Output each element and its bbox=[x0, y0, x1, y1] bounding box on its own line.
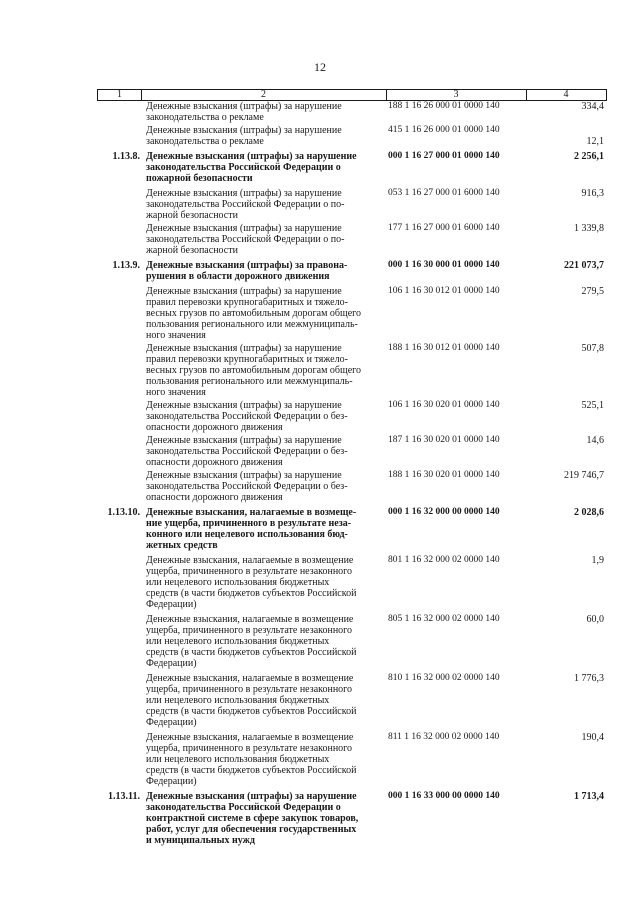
row-amount: 1 713,4 bbox=[574, 791, 604, 802]
row-name: Денежные взыскания (штрафы) за нарушение правил перевозки крупногабаритных и тяжело- весных грузов по автомобильным дорогам общего пользования регионального или межмуниципаль- ного значения bbox=[146, 286, 362, 341]
row-amount: 1,9 bbox=[591, 555, 604, 566]
row-code: 801 1 16 32 000 02 0000 140 bbox=[388, 555, 500, 565]
row-code: 415 1 16 26 000 01 0000 140 bbox=[388, 125, 500, 135]
row-name: Денежные взыскания (штрафы) за правона- рушения в области дорожного движения bbox=[146, 260, 348, 282]
table-row bbox=[0, 151, 640, 184]
row-amount: 916,3 bbox=[581, 188, 604, 199]
row-amount: 190,4 bbox=[581, 732, 604, 743]
row-code: 000 1 16 33 000 00 0000 140 bbox=[388, 791, 500, 801]
row-code: 188 1 16 30 012 01 0000 140 bbox=[388, 343, 500, 353]
row-name: Денежные взыскания (штрафы) за нарушение законодательства о рекламе bbox=[146, 125, 342, 147]
budget-table-body bbox=[0, 101, 640, 846]
row-number: 1.13.11. bbox=[108, 791, 140, 802]
row-code: 188 1 16 26 000 01 0000 140 bbox=[388, 101, 500, 111]
row-code: 000 1 16 32 000 00 0000 140 bbox=[388, 507, 500, 517]
row-name: Денежные взыскания (штрафы) за нарушение законодательства о рекламе bbox=[146, 101, 342, 123]
table-row bbox=[0, 260, 640, 282]
row-amount: 334,4 bbox=[581, 101, 604, 112]
table-row bbox=[0, 101, 640, 123]
row-code: 053 1 16 27 000 01 6000 140 bbox=[388, 188, 500, 198]
table-row bbox=[0, 614, 640, 669]
row-amount: 279,5 bbox=[581, 286, 604, 297]
table-row bbox=[0, 470, 640, 503]
row-name: Денежные взыскания (штрафы) за нарушение законодательства Российской Федерации о без- опасности дорожного движения bbox=[146, 470, 348, 503]
row-name: Денежные взыскания (штрафы) за нарушение законодательства Российской Федерации о по- жарной безопасности bbox=[146, 223, 345, 256]
row-amount: 14,6 bbox=[586, 435, 604, 446]
row-name: Денежные взыскания (штрафы) за нарушение законодательства Российской Федерации о по- жарной безопасности bbox=[146, 188, 345, 221]
table-row bbox=[0, 286, 640, 341]
table-row bbox=[0, 223, 640, 256]
header-col-1: 1 bbox=[117, 89, 122, 100]
table-header bbox=[97, 89, 607, 101]
row-name: Денежные взыскания, налагаемые в возмещение ущерба, причиненного в результате незаконного или нецелевого использования бюджетных средств (в части бюджетов субъектов Российской Федерации) bbox=[146, 732, 357, 787]
table-row bbox=[0, 555, 640, 610]
table-row bbox=[0, 732, 640, 787]
row-name: Денежные взыскания (штрафы) за нарушение законодательства Российской Федерации о без- опасности дорожного движения bbox=[146, 400, 348, 433]
row-name: Денежные взыскания, налагаемые в возмещение ущерба, причиненного в результате незаконного или нецелевого использования бюджетных средств (в части бюджетов субъектов Российской Федерации) bbox=[146, 614, 357, 669]
row-amount: 1 339,8 bbox=[574, 223, 604, 234]
table-row bbox=[0, 400, 640, 433]
row-amount: 2 256,1 bbox=[574, 151, 604, 162]
row-code: 188 1 16 30 020 01 0000 140 bbox=[388, 470, 500, 480]
row-amount: 525,1 bbox=[581, 400, 604, 411]
row-code: 187 1 16 30 020 01 0000 140 bbox=[388, 435, 500, 445]
row-number: 1.13.8. bbox=[112, 151, 140, 162]
header-col-4: 4 bbox=[563, 89, 569, 100]
table-row bbox=[0, 507, 640, 551]
row-name: Денежные взыскания (штрафы) за нарушение правил перевозки крупногабаритных и тяжело- весных грузов по автомобильным дорогам общего пользования регионального или межмунципаль- ного значения bbox=[146, 343, 362, 398]
row-code: 811 1 16 32 000 02 0000 140 bbox=[388, 732, 500, 742]
header-col-2: 2 bbox=[261, 89, 266, 100]
row-name: Денежные взыскания (штрафы) за нарушение законодательства Российской Федерации о без- опасности дорожного движения bbox=[146, 435, 348, 468]
row-number: 1.13.9. bbox=[112, 260, 140, 271]
row-code: 805 1 16 32 000 02 0000 140 bbox=[388, 614, 500, 624]
row-amount: 507,8 bbox=[581, 343, 604, 354]
table-row bbox=[0, 125, 640, 147]
row-amount: 12,1 bbox=[586, 136, 604, 147]
table-row bbox=[0, 343, 640, 398]
row-name: Денежные взыскания (штрафы) за нарушение законодательства Российской Федерации о пожарной безопасности bbox=[146, 151, 357, 184]
row-code: 000 1 16 27 000 01 0000 140 bbox=[388, 151, 500, 161]
row-amount: 60,0 bbox=[586, 614, 604, 625]
row-amount: 2 028,6 bbox=[574, 507, 604, 518]
row-name: Денежные взыскания, налагаемые в возмещение ущерба, причиненного в результате незаконного или нецелевого использования бюджетных средств (в части бюджетов субъектов Российской Федерации) bbox=[146, 555, 357, 610]
row-code: 106 1 16 30 020 01 0000 140 bbox=[388, 400, 500, 410]
table-row bbox=[0, 188, 640, 221]
row-amount: 221 073,7 bbox=[564, 260, 604, 271]
row-name: Денежные взыскания (штрафы) за нарушение законодательства Российской Федерации о контрактной системе в сфере закупок товаров, работ, услуг для обеспечения государственных и муниципальных нужд bbox=[146, 791, 359, 846]
table-row bbox=[0, 673, 640, 728]
table-row bbox=[0, 791, 640, 846]
row-code: 000 1 16 30 000 01 0000 140 bbox=[388, 260, 500, 270]
row-name: Денежные взыскания, налагаемые в возмеще- ние ущерба, причиненного в результате неза- конного или нецелевого использования бюд- жетных средств bbox=[146, 507, 357, 551]
row-number: 1.13.10. bbox=[107, 507, 140, 518]
row-code: 810 1 16 32 000 02 0000 140 bbox=[388, 673, 500, 683]
table-row bbox=[0, 435, 640, 468]
page-number: 12 bbox=[314, 60, 326, 74]
row-name: Денежные взыскания, налагаемые в возмещение ущерба, причиненного в результате незаконного или нецелевого использования бюджетных средств (в части бюджетов субъектов Российской Федерации) bbox=[146, 673, 357, 728]
row-code: 177 1 16 27 000 01 6000 140 bbox=[388, 223, 500, 233]
row-amount: 219 746,7 bbox=[564, 470, 604, 481]
row-amount: 1 776,3 bbox=[574, 673, 604, 684]
row-code: 106 1 16 30 012 01 0000 140 bbox=[388, 286, 500, 296]
header-col-3: 3 bbox=[453, 89, 459, 100]
